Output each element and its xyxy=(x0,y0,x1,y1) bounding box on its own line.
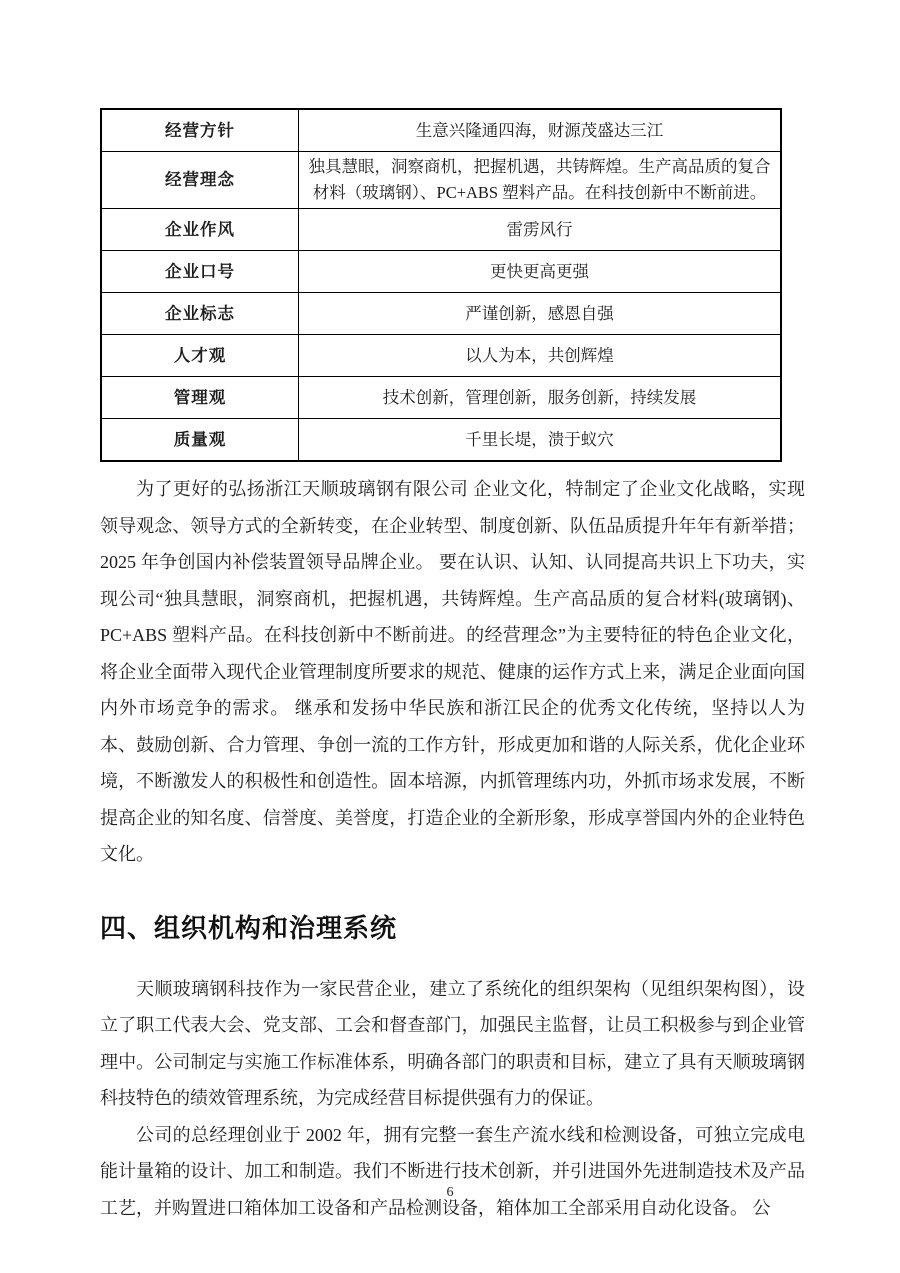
row-value-business-policy: 生意兴隆通四海，财源茂盛达三江 xyxy=(299,109,782,152)
row-value-management-view: 技术创新，管理创新，服务创新，持续发展 xyxy=(299,377,782,419)
row-label-management-view: 管理观 xyxy=(101,377,299,419)
paragraph-culture-strategy: 为了更好的弘扬浙江天顺玻璃钢有限公司 企业文化，特制定了企业文化战略，实现领导观念、领导方式的全新转变，在企业转型、制度创新、队伍品质提升年年有新举措；2025 年争创国内补偿装置领导品牌企业。 要在认识、认知、认同提高共识上下功夫，实现公司“独具慧眼，洞察商机，把握机遇，共铸辉煌。生产高品质的复合材料(玻璃钢)、PC+ABS 塑料产品。在科技创新中不断前进。的经营理念”为主要特征的特色企业文化，将企业全面带入现代企业管理制度所要求的规范、健康的运作方式上来，满足企业面向国内外市场竞争的需求。 继承和发扬中华民族和浙江民企的优秀文化传统，坚持以人为本、鼓励创新、合力管理、争创一流的工作方针，形成更加和谐的人际关系，优化企业环境，不断激发人的积极性和创造性。固本培源，内抓管理练内功，外抓市场求发展，不断提高企业的知名度、信誉度、美誉度，打造企业的全新形象，形成享誉国内外的企业特色文化。 xyxy=(100,479,805,864)
table-row xyxy=(101,419,781,462)
row-label-talent-view: 人才观 xyxy=(101,335,299,377)
row-label-quality-view: 质量观 xyxy=(101,419,299,462)
table-row xyxy=(101,335,781,377)
table-row xyxy=(101,293,781,335)
row-value-talent-view: 以人为本，共创辉煌 xyxy=(299,335,782,377)
table-row xyxy=(101,377,781,419)
table-row xyxy=(101,152,781,209)
table-row xyxy=(101,209,781,251)
section-heading-organization: 四、组织机构和治理系统 xyxy=(100,912,398,943)
corporate-culture-table xyxy=(100,108,782,462)
page-number: 6 xyxy=(446,1185,454,1200)
row-label-business-policy: 经营方针 xyxy=(101,109,299,152)
row-value-company-slogan: 更快更高更强 xyxy=(299,251,782,293)
row-label-business-philosophy: 经营理念 xyxy=(101,152,299,209)
row-label-company-style: 企业作风 xyxy=(101,209,299,251)
table-row xyxy=(101,251,781,293)
table-row xyxy=(101,109,781,152)
paragraph-organization-structure: 天顺玻璃钢科技作为一家民营企业，建立了系统化的组织架构（见组织架构图），设立了职工代表大会、党支部、工会和督查部门，加强民主监督，让员工积极参与到企业管理中。公司制定与实施工作标准体系，明确各部门的职责和目标，建立了具有天顺玻璃钢科技特色的绩效管理系统，为完成经营目标提供强有力的保证。 xyxy=(100,978,805,1108)
row-value-company-logo: 严谨创新，感恩自强 xyxy=(299,293,782,335)
row-value-company-style: 雷雳风行 xyxy=(299,209,782,251)
row-label-company-slogan: 企业口号 xyxy=(101,251,299,293)
paragraph-production-equipment: 公司的总经理创业于 2002 年，拥有完整一套生产流水线和检测设备，可独立完成电能计量箱的设计、加工和制造。我们不断进行技术创新，并引进国外先进制造技术及产品工艺，并购置进口箱体加工设备和产品检测设备，箱体加工全部采用自动化设备。 公 xyxy=(100,1124,805,1218)
row-label-company-logo: 企业标志 xyxy=(101,293,299,335)
row-value-business-philosophy: 独具慧眼，洞察商机，把握机遇，共铸辉煌。生产高品质的复合材料（玻璃钢）、PC+ABS 塑料产品。在科技创新中不断前进。 xyxy=(299,152,782,209)
row-value-quality-view: 千里长堤，溃于蚁穴 xyxy=(299,419,782,462)
